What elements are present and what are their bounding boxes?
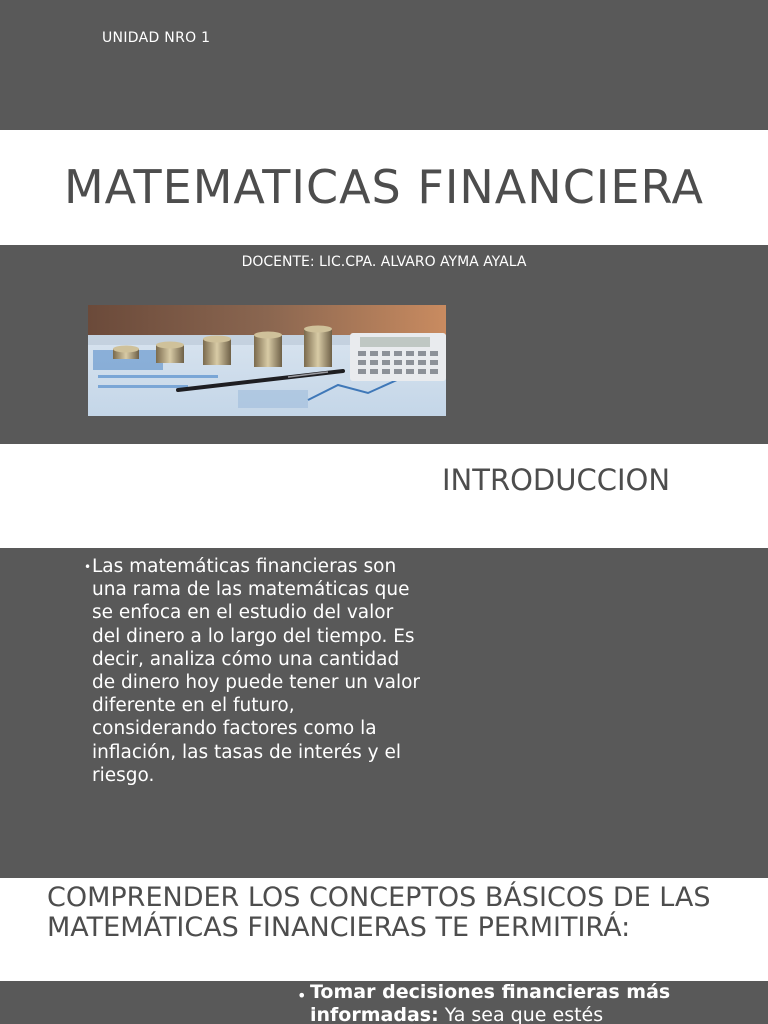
page-title: MATEMATICAS FINANCIERA bbox=[63, 160, 705, 214]
benefit-bullet bbox=[310, 981, 740, 1024]
section-heading: COMPRENDER LOS CONCEPTOS BÁSICOS DE LAS MATEMÁTICAS FINANCIERAS TE PERMITIRÁ: bbox=[47, 882, 711, 943]
bullet-icon: • bbox=[84, 560, 92, 574]
teacher-label: DOCENTE: LIC.CPA. ALVARO AYMA AYALA bbox=[241, 254, 527, 270]
coins-calculator-photo bbox=[88, 305, 446, 416]
benefit-bullet-text: Ya sea que estés bbox=[438, 1004, 604, 1024]
slide1-header-band bbox=[0, 0, 768, 130]
intro-paragraph: Las matemáticas financieras son una rama de las matemáticas que se enfoca en el estudio del valor del dinero a lo largo del tiempo. Es decir, analiza cómo una cantidad de dinero hoy puede tener un valor diferente en el futuro, considerando factores como la inflación, las tasas de interés y el riesgo. bbox=[92, 556, 421, 786]
section-title-introduccion: INTRODUCCION bbox=[442, 463, 671, 497]
benefit-bullet-bold: Tomar decisiones financieras más informadas: bbox=[310, 981, 671, 1024]
unit-label: UNIDAD NRO 1 bbox=[102, 30, 211, 46]
bullet-icon: • bbox=[297, 986, 307, 1005]
